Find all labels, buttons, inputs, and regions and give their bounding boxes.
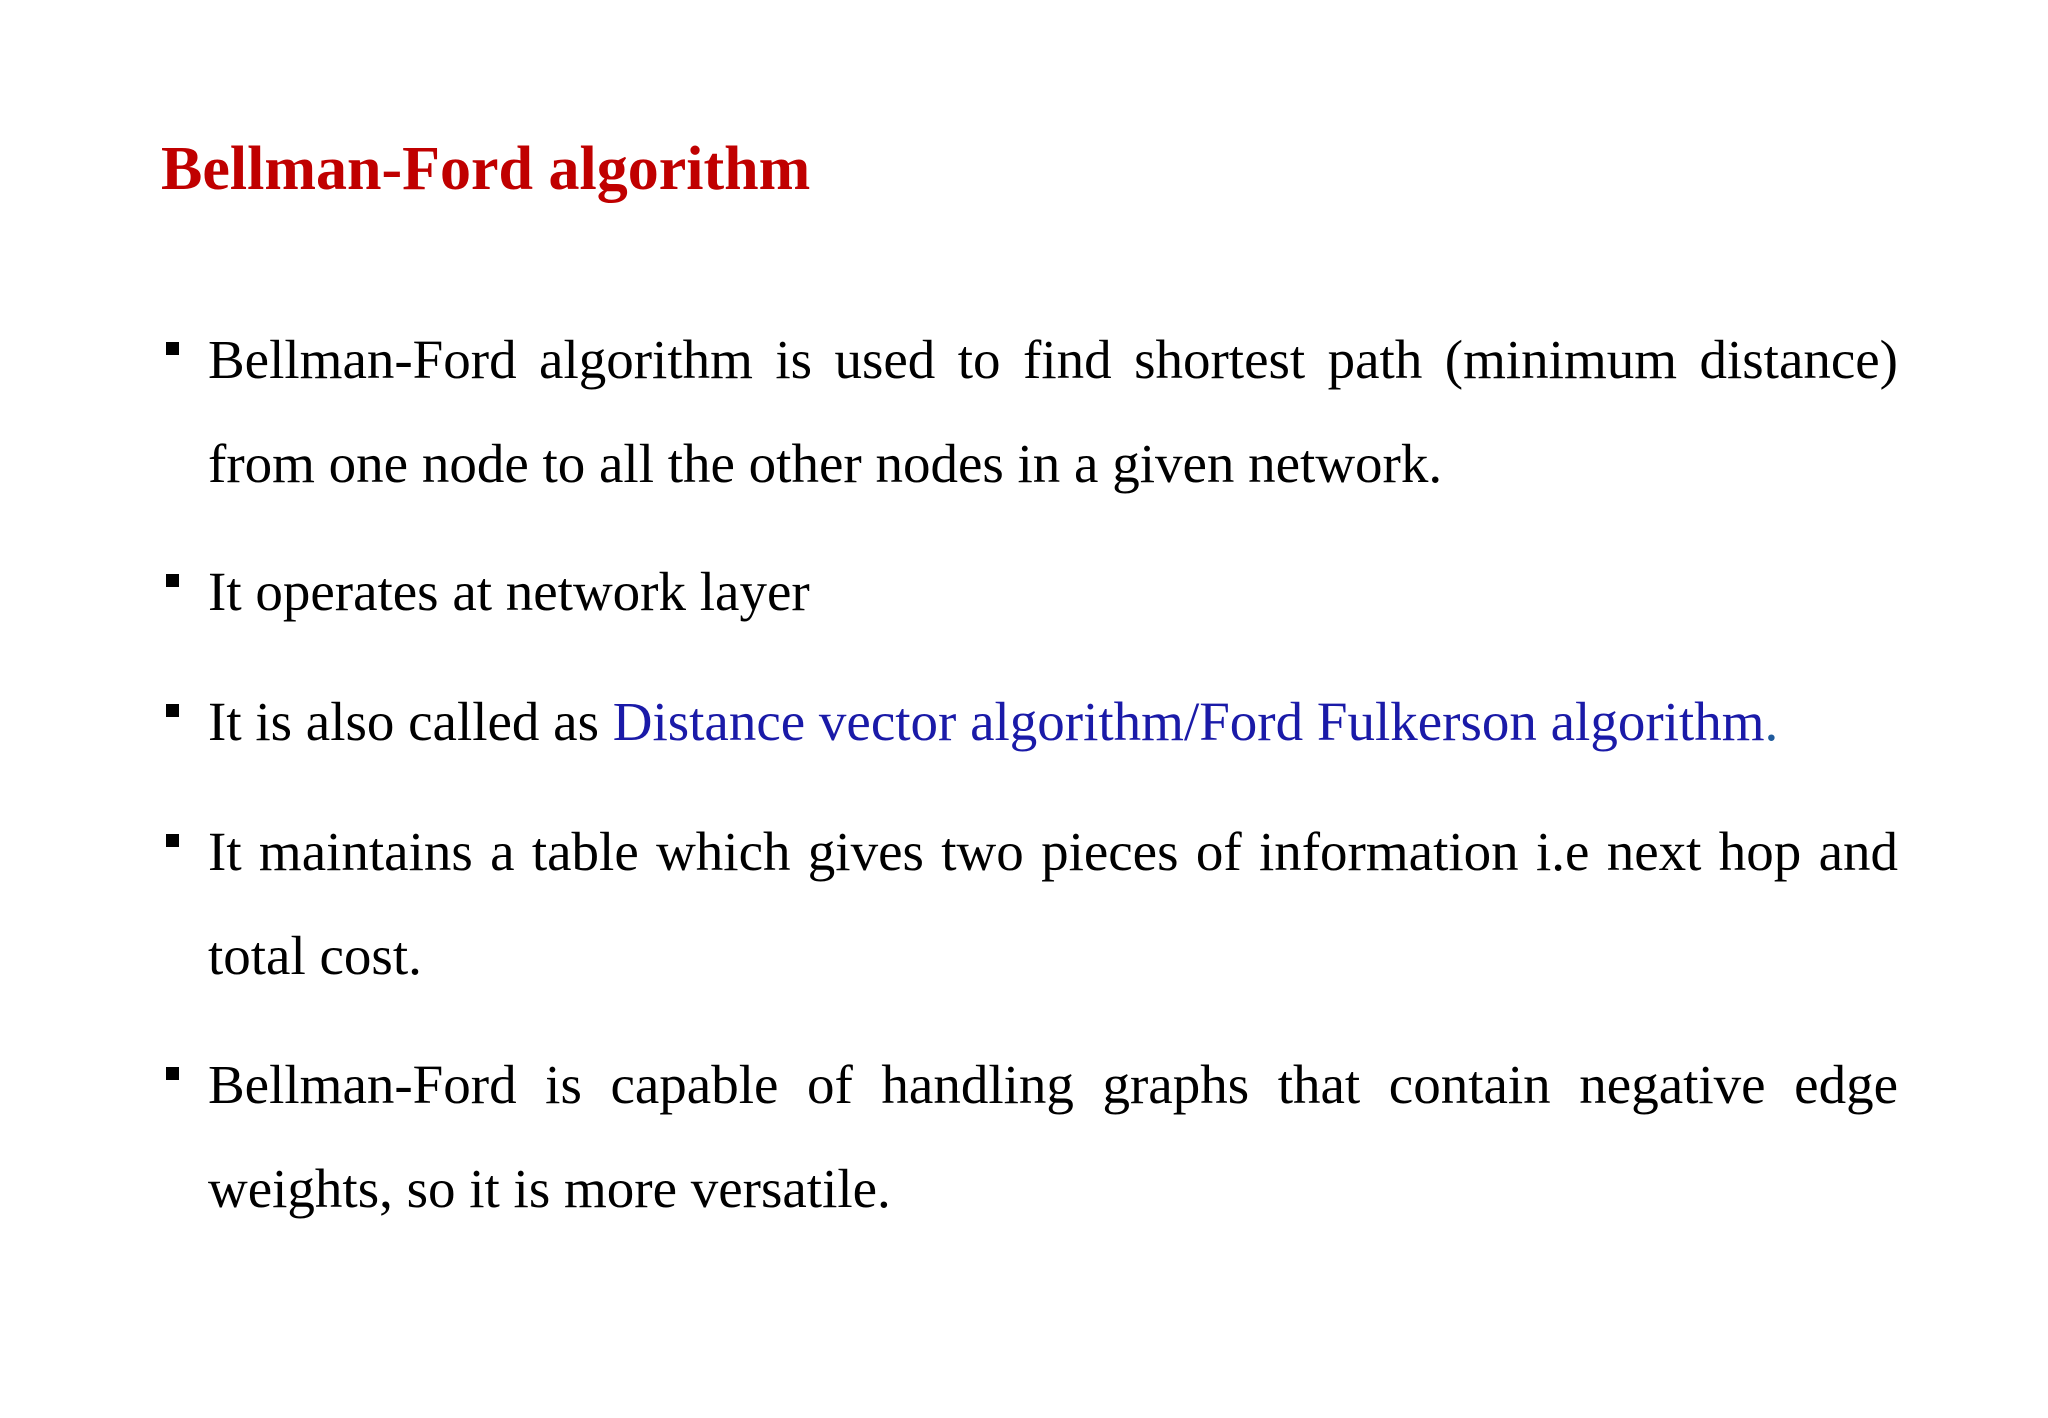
bullet-item	[208, 540, 1898, 644]
square-bullet-icon	[166, 704, 179, 717]
bullet-text: Bellman-Ford algorithm is used to find shortest path (minimum distance) from one node to all the other nodes in a given network.	[208, 329, 1898, 494]
bullet-item	[208, 308, 1898, 516]
bullet-item	[208, 670, 1898, 774]
square-bullet-icon	[166, 574, 179, 587]
slide-title: Bellman-Ford algorithm	[161, 135, 811, 203]
bullet-item	[208, 800, 1898, 1008]
square-bullet-icon	[166, 1067, 179, 1080]
bullet-text-lead: It is also called as	[208, 691, 613, 752]
bullet-text: It maintains a table which gives two pieces of information i.e next hop and total cost.	[208, 821, 1898, 986]
bullet-text: Bellman-Ford is capable of handling graphs that contain negative edge weights, so it is more versatile.	[208, 1054, 1898, 1219]
bullet-item	[208, 1033, 1898, 1241]
bullet-text: It operates at network layer	[208, 561, 810, 622]
square-bullet-icon	[166, 834, 179, 847]
square-bullet-icon	[166, 342, 179, 355]
bullet-text-tail: .	[1764, 691, 1779, 752]
bullet-text-highlight: Distance vector algorithm/Ford Fulkerson algorithm	[612, 691, 1765, 752]
